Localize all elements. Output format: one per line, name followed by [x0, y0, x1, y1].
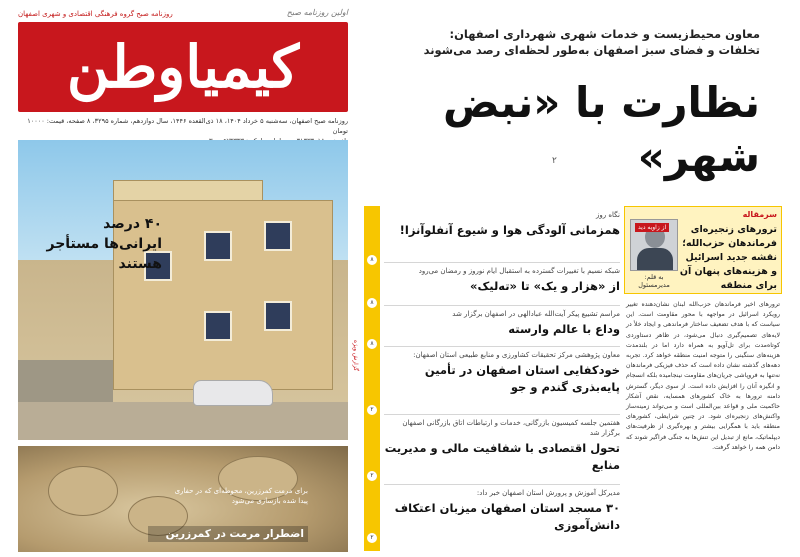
- kicker-line2: تخلفات و فضای سبز اصفهان به‌طور لحظه‌ای رصد می‌شوند: [423, 43, 760, 57]
- news-item-page: ۸: [366, 297, 378, 309]
- news-item-page: ۲: [366, 404, 378, 416]
- divider: [384, 262, 620, 263]
- editorial-body: ترورهای اخیر فرماندهان حزب‌الله لبنان نشان‌دهنده تغییر رویکرد اسرائیل در مواجهه با محور مقاومت است. این سیاست که با هدف تضعیف ساختار فرماندهی و ایجاد خلأ در لایه‌های تصمیم‌گیری دنبال می‌شود، در ظاهر دستاوردی کوتاه‌مدت برای تل‌آویو به همراه دارد اما در بلندمدت هزینه‌های سنگینی را متوجه امنیت منطقه خواهد کرد. تجربه دهه‌های گذشته نشان داده است که حذف فیزیکی فرماندهان نه‌تنها به فروپاشی جریان‌های مقاومت نینجامیده بلکه انسجام و انگیزه آنان را افزایش داده است. از سوی دیگر، گسترش دامنه ترورها به خاک کشورهای همسایه، نقض آشکار حاکمیت ملی و قواعد بین‌المللی است و می‌تواند زمینه‌ساز واکنش‌های زنجیره‌ای شود. در چنین شرایطی، کشورهای منطقه باید با همگرایی بیشتر و بهره‌گیری از ظرفیت‌های دیپلماتیک، مانع از تبدیل این تنش‌ها به جنگی فراگیر شوند که دامن همه را خواهد گرفت.: [626, 301, 780, 451]
- rock: [48, 466, 118, 516]
- news-item-page: ۲: [366, 532, 378, 544]
- side-strip-label: گزارش ویژه: [352, 340, 359, 371]
- kicker-line1: معاون محیط‌زیست و خدمات شهری شهرداری اصفهان:: [449, 27, 760, 41]
- masthead: [18, 8, 348, 138]
- news-item-title[interactable]: تحول اقتصادی با شفافیت مالی و مدیریت منابع: [384, 441, 620, 472]
- author-body: [637, 248, 673, 270]
- divider: [384, 414, 620, 415]
- second-photo[interactable]: [18, 446, 348, 552]
- divider: [384, 305, 620, 306]
- news-item-page: ۸: [366, 338, 378, 350]
- car: [193, 380, 273, 406]
- main-photo-caption[interactable]: ۴۰ درصد ایرانی‌ها مستأجر هستند: [46, 216, 162, 272]
- news-item[interactable]: [384, 350, 620, 396]
- news-item-lead: هفتمین جلسه کمیسیون بازرگانی، خدمات و ارتباطات اتاق بازرگانی اصفهان برگزار شد: [402, 419, 620, 437]
- news-item-title[interactable]: از «هزار و یک» تا «ته‌لیک»: [470, 279, 620, 293]
- news-item-lead: شبکه نسیم با تغییرات گسترده به استقبال ایام نوروز و رمضان می‌رود: [418, 267, 620, 275]
- second-photo-note: برای مرمت کمرزرین، محوطه‌ای که در حفاری پیدا شده بازسازی می‌شود: [174, 487, 308, 505]
- editorial-column: [624, 206, 782, 551]
- editorial-title[interactable]: ترورهای زنجیره‌ای فرماندهان حزب‌الله؛ نقشه جدید اسرائیل و هزینه‌های پنهان آن برای منطقه: [679, 224, 777, 291]
- news-item-lead: نگاه روز: [596, 211, 620, 219]
- news-item-lead: مراسم تشییع پیکر آیت‌الله عبادالهی در اصفهان برگزار شد: [452, 310, 620, 318]
- news-item-page: ۲: [366, 470, 378, 482]
- news-item-title[interactable]: وداع با عالم وارسته: [508, 322, 620, 336]
- main-photo[interactable]: [18, 140, 348, 440]
- editorial-label: سرمقاله: [742, 210, 777, 219]
- news-item-page: ۸: [366, 254, 378, 266]
- window: [204, 231, 232, 261]
- news-item[interactable]: [384, 210, 620, 239]
- news-item[interactable]: [384, 418, 620, 474]
- masthead-info-line1: روزنامه صبح اصفهان، سه‌شنبه ۵ خرداد ۱۴۰۴، ۱۸ ذی‌القعده ۱۴۴۶، سال دوازدهم، شماره ۳۲۹۵، ۸ صفحه، قیمت: ۱۰۰۰۰ تومان: [27, 117, 348, 135]
- news-item[interactable]: [384, 309, 620, 338]
- headline-kicker: [340, 26, 760, 58]
- news-item-title[interactable]: همزمانی آلودگی هوا و شیوع آنفلوآنزا!: [399, 223, 620, 237]
- second-photo-caption[interactable]: اضطرار مرمت در کمرزرین: [148, 526, 308, 542]
- window: [264, 301, 292, 331]
- newspaper-logo: کیمیاوطن: [18, 22, 348, 112]
- author-badge: از زاویه دید: [635, 223, 669, 232]
- news-item[interactable]: [384, 266, 620, 295]
- divider: [384, 484, 620, 485]
- editorial-header[interactable]: [624, 206, 782, 294]
- window: [204, 311, 232, 341]
- masthead-slogan: اولین روزنامه صبح: [286, 8, 348, 17]
- news-item[interactable]: [384, 488, 620, 534]
- news-item-title[interactable]: ۳۰ مسجد استان اصفهان میزبان اعتکاف دانش‌آموزی: [394, 501, 620, 532]
- divider: [384, 346, 620, 347]
- masthead-tagline: روزنامه صبح گروه فرهنگی اقتصادی و شهری اصفهان: [18, 10, 173, 18]
- news-item-title[interactable]: خودکفایی استان اصفهان در تأمین پایه‌بذری گندم و جو: [424, 363, 620, 394]
- main-headline[interactable]: نظارت با «نبض شهر»: [443, 78, 760, 181]
- author-photo: [630, 219, 678, 271]
- news-item-lead: مدیرکل آموزش و پرورش استان اصفهان خبر داد:: [476, 489, 620, 497]
- road: [18, 402, 348, 440]
- headline-page-number: ۲: [552, 156, 557, 166]
- news-item-lead: معاون پژوهشی مرکز تحقیقات کشاورزی و منابع طبیعی استان اصفهان:: [413, 351, 620, 359]
- window: [264, 221, 292, 251]
- author-name: به قلم: مدیرمسئول: [638, 273, 670, 289]
